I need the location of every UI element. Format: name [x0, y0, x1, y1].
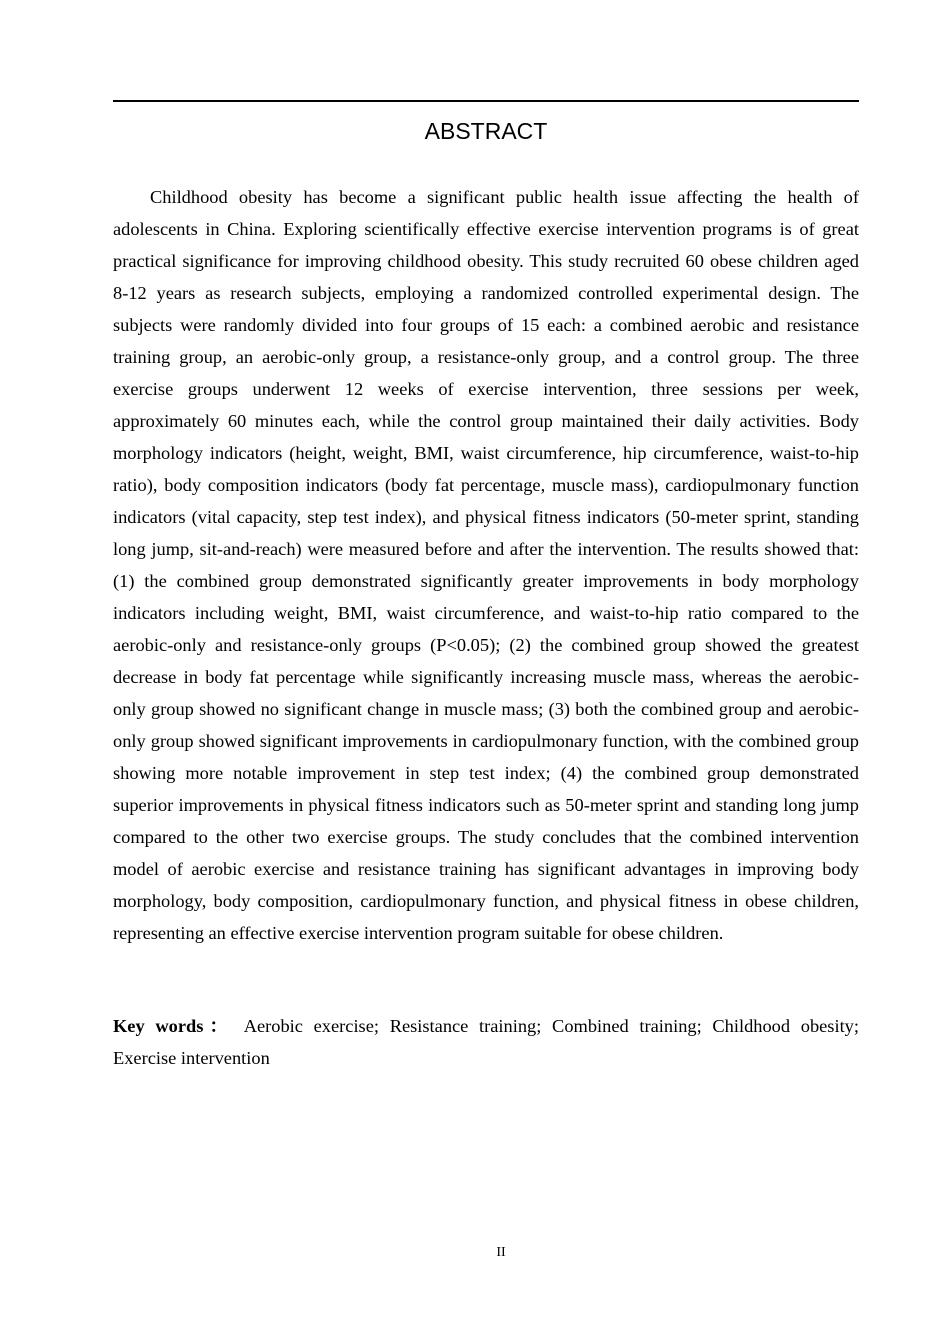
keywords-list: Aerobic exercise; Resistance training; Combined training; Childhood obesity; Exercise intervention: [113, 1016, 859, 1068]
header-rule: [113, 100, 859, 102]
page-number: II: [496, 1245, 506, 1260]
abstract-title: ABSTRACT: [424, 118, 548, 144]
document-page: [113, 0, 859, 1344]
keywords-label: Key words：: [113, 1016, 234, 1036]
abstract-body: Childhood obesity has become a significant public health issue affecting the health of adolescents in China. Exploring scientifically effective exercise intervention programs is of great practical significance for improving childhood obesity. This study recruited 60 obese children aged 8-12 years as research subjects, employing a randomized controlled experimental design. The subjects were randomly divided into four groups of 15 each: a combined aerobic and resistance training group, an aerobic-only group, a resistance-only group, and a control group. The three exercise groups underwent 12 weeks of exercise intervention, three sessions per week, approximately 60 minutes each, while the control group maintained their daily activities. Body morphology indicators (height, weight, BMI, waist circumference, hip circumference, waist-to-hip ratio), body composition indicators (body fat percentage, muscle mass), cardiopulmonary function indicators (vital capacity, step test index), and physical fitness indicators (50-meter sprint, standing long jump, sit-and-reach) were measured before and after the intervention. The results showed that: (1) the combined group demonstrated significantly greater improvements in body morphology indicators including weight, BMI, waist circumference, and waist-to-hip ratio compared to the aerobic-only and resistance-only groups (P<0.05); (2) the combined group showed the greatest decrease in body fat percentage while significantly increasing muscle mass, whereas the aerobic-only group showed no significant change in muscle mass; (3) both the combined group and aerobic-only group showed significant improvements in cardiopulmonary function, with the combined group showing more notable improvement in step test index; (4) the combined group demonstrated superior improvements in physical fitness indicators such as 50-meter sprint and standing long jump compared to the other two exercise groups. The study concludes that the combined intervention model of aerobic exercise and resistance training has significant advantages in improving body morphology, body composition, cardiopulmonary function, and physical fitness in obese children, representing an effective exercise intervention program suitable for obese children.: [113, 187, 859, 943]
keywords-paragraph: [113, 1010, 859, 1074]
